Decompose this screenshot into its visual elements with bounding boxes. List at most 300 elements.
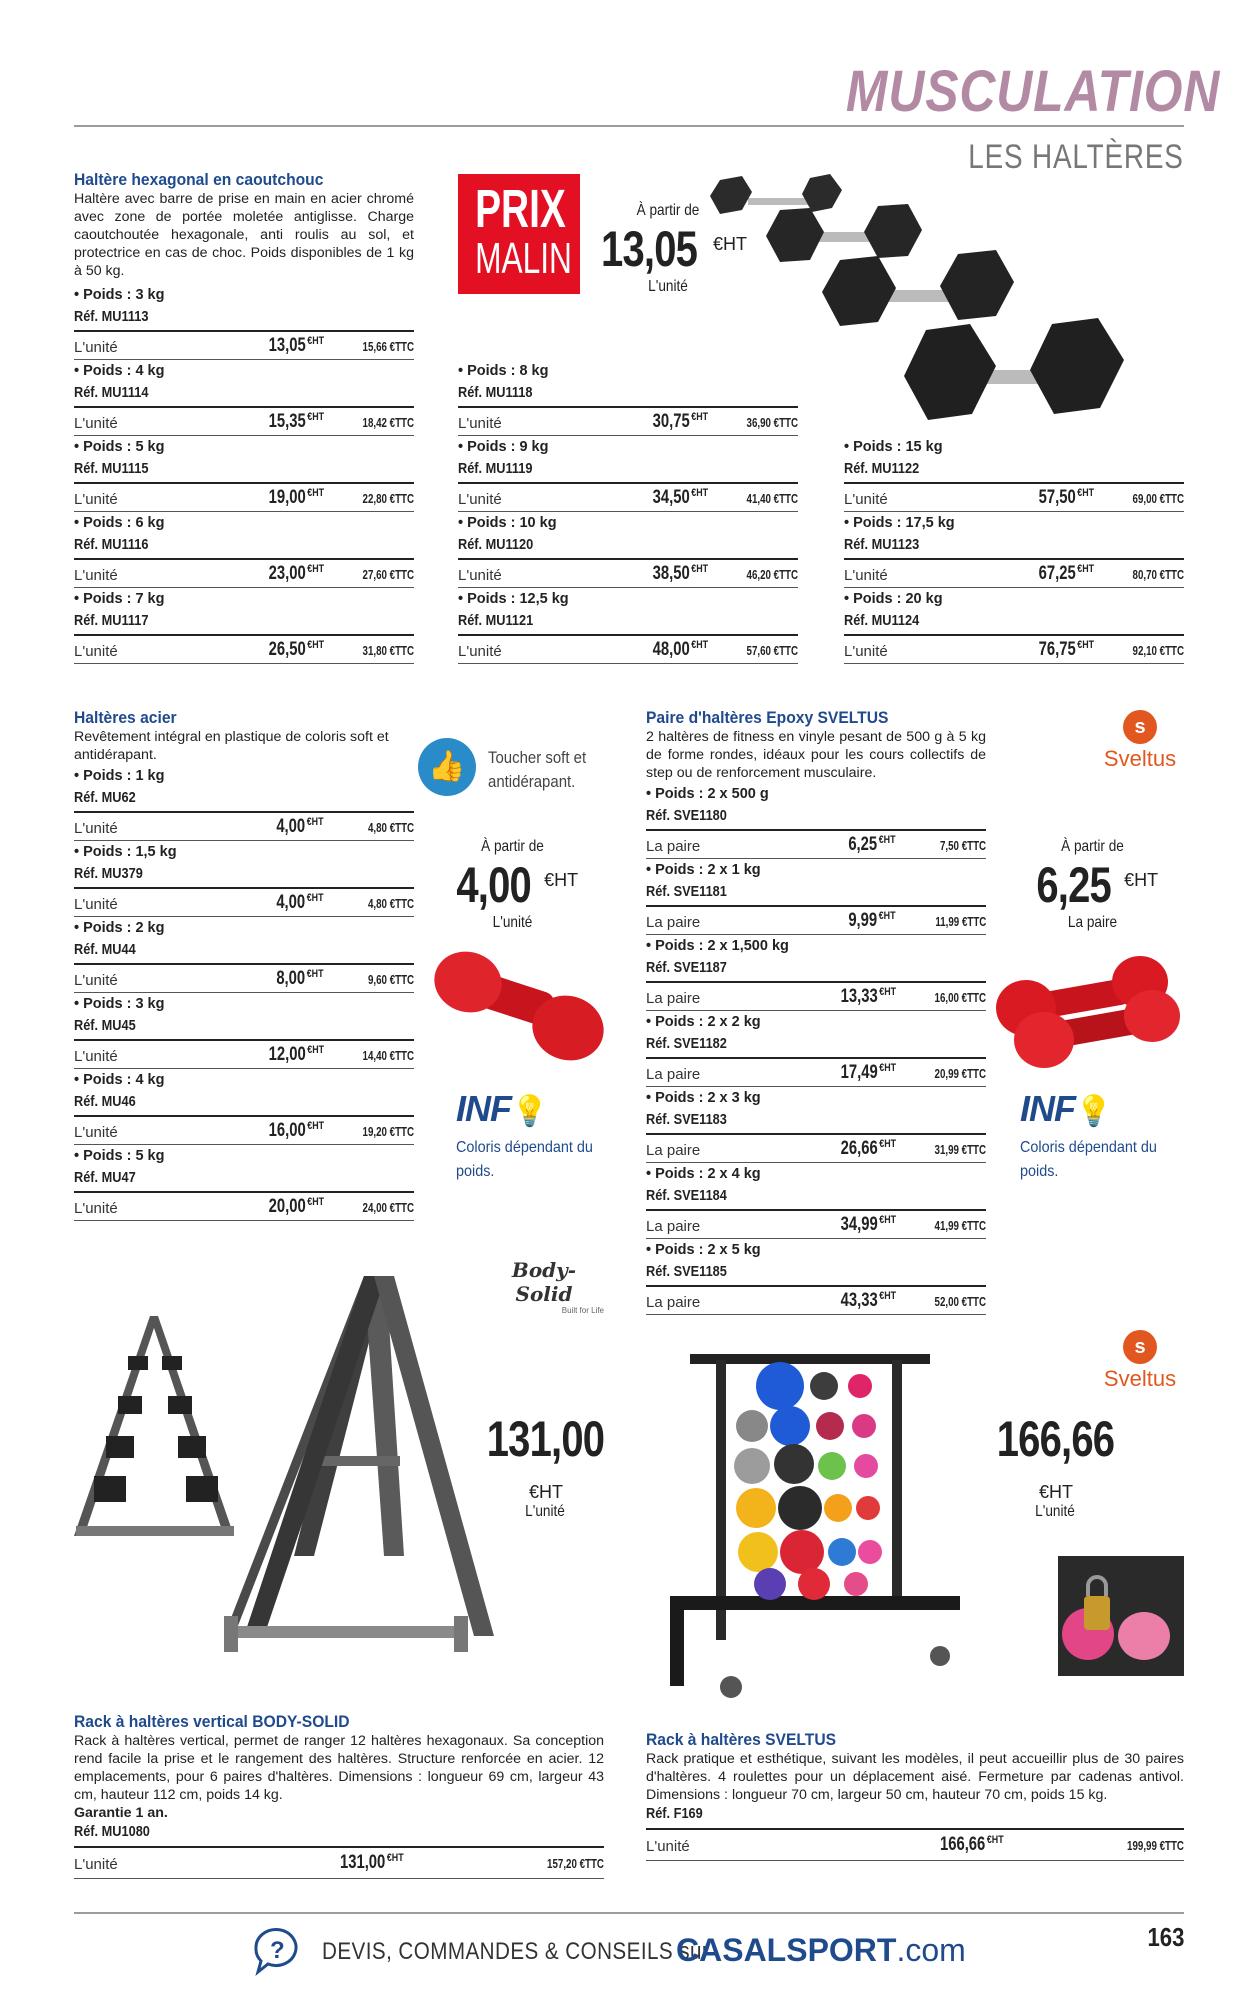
hex-row bbox=[74, 361, 414, 437]
price-ttc: 57,60 bbox=[746, 644, 771, 658]
unit: La paire bbox=[646, 990, 701, 1007]
ht-label: €HT bbox=[691, 411, 708, 423]
ht-label: €HT bbox=[1077, 639, 1094, 651]
ht-label: €HT bbox=[1077, 563, 1094, 575]
body-solid-wordmark: Body-Solid bbox=[511, 1258, 577, 1306]
ttc-label: €TTC bbox=[961, 839, 986, 853]
epoxy-title: Paire d'haltères Epoxy SVELTUS bbox=[646, 708, 889, 727]
price-ttc: 199,99 bbox=[1127, 1839, 1157, 1853]
price-ttc: 36,90 bbox=[746, 416, 771, 430]
price-ttc: 31,99 bbox=[934, 1143, 959, 1157]
ref: Réf. MU47 bbox=[74, 1170, 136, 1186]
hex-row bbox=[74, 589, 414, 665]
ht-label: €HT bbox=[307, 892, 324, 904]
hex-row bbox=[458, 361, 798, 437]
rack-bs-row bbox=[74, 1822, 604, 1880]
ht-label: €HT bbox=[879, 986, 896, 998]
acier-description: Revêtement intégral en plastique de coloris soft et antidérapant. bbox=[74, 729, 389, 763]
price-ht: 23,00 bbox=[268, 563, 306, 584]
footer-text: DEVIS, COMMANDES & CONSEILS sur bbox=[322, 1938, 710, 1965]
ht-label: €HT bbox=[307, 639, 324, 651]
price-ttc: 19,20 bbox=[362, 1125, 387, 1139]
ttc-label: €TTC bbox=[389, 340, 414, 354]
ht-label: €HT bbox=[879, 834, 896, 846]
price-ht: 30,75 bbox=[652, 411, 690, 432]
footer-site-link[interactable] bbox=[676, 1932, 966, 1969]
acier-row bbox=[74, 1146, 414, 1222]
weight: • Poids : 5 kg bbox=[74, 439, 165, 455]
unit: L'unité bbox=[74, 339, 118, 356]
hex-dumbbell-large bbox=[904, 318, 1124, 420]
info-text: Coloris dépendant du poids. bbox=[1020, 1139, 1157, 1180]
epoxy-row bbox=[646, 1240, 986, 1316]
price-ht: 26,50 bbox=[268, 639, 306, 660]
price-ht: 8,00 bbox=[276, 968, 306, 989]
thumbs-up-icon: 👍 bbox=[418, 738, 476, 796]
acier-product bbox=[74, 708, 414, 1222]
price-ttc: 22,80 bbox=[362, 492, 387, 506]
ttc-label: €TTC bbox=[961, 1295, 986, 1309]
soft-note: Toucher soft et antidérapant. bbox=[488, 748, 587, 791]
small-rack-with-dumbbells bbox=[74, 1316, 234, 1536]
rack-bs-description: Rack à haltères vertical, permet de ranger 12 haltères hexagonaux. Sa conception rend facile la prise et le rangement des haltères. Structure renforcée en acier. 12 emplacements, pour 6 paires d'haltères. Dimensions : longueur 69 cm, largeur 43 cm, hauteur 112 cm, poids 14 kg. bbox=[74, 1733, 604, 1803]
price-ht: 12,00 bbox=[268, 1044, 306, 1065]
rack-bs-warranty: Garantie 1 an. bbox=[74, 1805, 168, 1821]
hex-row bbox=[74, 285, 414, 361]
price-ht: 48,00 bbox=[652, 639, 690, 660]
ht-label: €HT bbox=[307, 335, 324, 347]
ttc-label: €TTC bbox=[389, 492, 414, 506]
ttc-label: €TTC bbox=[389, 821, 414, 835]
ref: Réf. SVE1181 bbox=[646, 884, 727, 900]
price-ht: 13,05 bbox=[268, 335, 306, 356]
ttc-label: €TTC bbox=[1159, 568, 1184, 582]
hex-row bbox=[844, 437, 1184, 513]
price-ttc: 52,00 bbox=[934, 1295, 959, 1309]
unit: L'unité bbox=[458, 415, 502, 432]
ht-label: €HT bbox=[879, 1290, 896, 1302]
from-unit: L'unité bbox=[492, 914, 533, 931]
padlock-detail-image bbox=[1058, 1556, 1184, 1676]
rack-bs-product bbox=[74, 1712, 604, 1880]
price-ttc: 31,80 bbox=[362, 644, 387, 658]
ttc-label: €TTC bbox=[773, 416, 798, 430]
svg-text:?: ? bbox=[270, 1937, 285, 1964]
ttc-label: €TTC bbox=[389, 1125, 414, 1139]
hex-product-intro bbox=[74, 170, 414, 280]
acier-row bbox=[74, 1070, 414, 1146]
price-ht: 15,35 bbox=[268, 411, 306, 432]
ttc-label: €TTC bbox=[961, 991, 986, 1005]
site-name: CASALSPORT bbox=[676, 1932, 897, 1968]
large-empty-rack bbox=[224, 1276, 494, 1652]
weight: • Poids : 1 kg bbox=[74, 768, 165, 784]
weight: • Poids : 2 x 3 kg bbox=[646, 1090, 761, 1106]
ref: Réf. SVE1187 bbox=[646, 960, 727, 976]
price-ttc: 27,60 bbox=[362, 568, 387, 582]
from-currency: €HT bbox=[713, 234, 748, 254]
ref: Réf. MU1121 bbox=[458, 613, 534, 629]
from-price: 6,25 bbox=[1036, 857, 1111, 913]
price-ttc: 11,99 bbox=[935, 915, 959, 929]
info-title: INF bbox=[456, 1088, 511, 1129]
footer-divider bbox=[74, 1912, 1184, 1914]
ttc-label: €TTC bbox=[389, 897, 414, 911]
rack-sv-price bbox=[970, 1410, 1140, 1521]
ttc-label: €TTC bbox=[1159, 492, 1184, 506]
price-ht: 4,00 bbox=[276, 816, 306, 837]
ref: Réf. MU1120 bbox=[458, 537, 534, 553]
ttc-label: €TTC bbox=[389, 416, 414, 430]
price-ht: 57,50 bbox=[1038, 487, 1076, 508]
ref: Réf. MU1080 bbox=[74, 1824, 150, 1840]
hex-row bbox=[74, 437, 414, 513]
ref: Réf. SVE1183 bbox=[646, 1112, 727, 1128]
weight: • Poids : 2 x 1,500 kg bbox=[646, 938, 789, 954]
ttc-label: €TTC bbox=[961, 1219, 986, 1233]
body-solid-logo bbox=[484, 1258, 604, 1315]
weight: • Poids : 17,5 kg bbox=[844, 515, 955, 531]
price-ht: 76,75 bbox=[1038, 639, 1076, 660]
hex-col1 bbox=[74, 285, 414, 665]
price-ht: 166,66 bbox=[940, 1834, 986, 1855]
ht-label: €HT bbox=[691, 487, 708, 499]
sveltus-rack-image bbox=[660, 1346, 1000, 1706]
chat-question-icon bbox=[250, 1926, 306, 1978]
rack-sv-price-value: 166,66 bbox=[996, 1411, 1114, 1467]
price-ttc: 15,66 bbox=[362, 340, 387, 354]
weight: • Poids : 2 x 5 kg bbox=[646, 1242, 761, 1258]
ht-label: €HT bbox=[307, 1196, 324, 1208]
price-ttc: 14,40 bbox=[362, 1049, 387, 1063]
red-pair-dumbbells-image bbox=[990, 946, 1180, 1076]
price-ttc: 157,20 bbox=[547, 1857, 577, 1871]
unit: L'unité bbox=[74, 1124, 118, 1141]
hex-row bbox=[458, 589, 798, 665]
unit: L'unité bbox=[74, 415, 118, 432]
weight: • Poids : 20 kg bbox=[844, 591, 943, 607]
info-title: INF bbox=[1020, 1088, 1075, 1129]
ref: Réf. MU1114 bbox=[74, 385, 149, 401]
ttc-label: €TTC bbox=[961, 1067, 986, 1081]
ref: Réf. F169 bbox=[646, 1806, 703, 1822]
site-tld: .com bbox=[896, 1932, 966, 1968]
ref: Réf. MU1115 bbox=[74, 461, 149, 477]
unit: L'unité bbox=[74, 820, 118, 837]
ht-label: €HT bbox=[691, 563, 708, 575]
unit: L'unité bbox=[458, 643, 502, 660]
epoxy-row bbox=[646, 1012, 986, 1088]
ht-label: €HT bbox=[307, 1044, 324, 1056]
rack-bs-unit: L'unité bbox=[525, 1503, 565, 1520]
price-ttc: 16,00 bbox=[934, 991, 959, 1005]
ref: Réf. MU45 bbox=[74, 1018, 136, 1034]
sveltus-icon: s bbox=[1123, 1330, 1157, 1364]
ref: Réf. MU1123 bbox=[844, 537, 920, 553]
badge-line1: PRIX bbox=[475, 179, 566, 239]
weight: • Poids : 3 kg bbox=[74, 287, 165, 303]
price-ttc: 92,10 bbox=[1132, 644, 1157, 658]
info-text: Coloris dépendant du poids. bbox=[456, 1139, 593, 1180]
ref: Réf. MU1119 bbox=[458, 461, 533, 477]
weight: • Poids : 2 x 2 kg bbox=[646, 1014, 761, 1030]
ttc-label: €TTC bbox=[961, 915, 986, 929]
rack-bs-price-value: 131,00 bbox=[486, 1411, 604, 1467]
ht-label: €HT bbox=[1077, 487, 1094, 499]
from-label: À partir de bbox=[1061, 838, 1124, 855]
ref: Réf. SVE1185 bbox=[646, 1264, 727, 1280]
weight: • Poids : 6 kg bbox=[74, 515, 165, 531]
from-price: 13,05 bbox=[600, 221, 698, 277]
section-title: MUSCULATION bbox=[845, 59, 1220, 124]
acier-row bbox=[74, 918, 414, 994]
sveltus-logo bbox=[1080, 710, 1200, 772]
hex-row bbox=[844, 589, 1184, 665]
sveltus-logo-2 bbox=[1080, 1330, 1200, 1392]
weight: • Poids : 2 x 500 g bbox=[646, 786, 769, 802]
unit: L'unité bbox=[844, 643, 888, 660]
price-ttc: 9,60 bbox=[367, 973, 387, 987]
rack-sv-row bbox=[646, 1804, 1184, 1862]
price-ht: 38,50 bbox=[652, 563, 690, 584]
ref: Réf. MU1122 bbox=[844, 461, 920, 477]
unit: L'unité bbox=[458, 491, 502, 508]
rack-sv-title: Rack à haltères SVELTUS bbox=[646, 1730, 837, 1749]
from-unit: L'unité bbox=[648, 278, 688, 295]
price-ttc: 69,00 bbox=[1132, 492, 1157, 506]
ttc-label: €TTC bbox=[389, 973, 414, 987]
hex-dumbbell-small bbox=[710, 174, 842, 214]
ref: Réf. MU62 bbox=[74, 790, 136, 806]
weight: • Poids : 12,5 kg bbox=[458, 591, 569, 607]
weight: • Poids : 7 kg bbox=[74, 591, 165, 607]
unit: La paire bbox=[646, 1142, 701, 1159]
ref: Réf. MU46 bbox=[74, 1094, 136, 1110]
weight: • Poids : 15 kg bbox=[844, 439, 943, 455]
price-ht: 17,49 bbox=[840, 1062, 878, 1083]
unit: L'unité bbox=[74, 1856, 118, 1873]
red-dumbbell-image bbox=[428, 944, 608, 1074]
unit: La paire bbox=[646, 1218, 701, 1235]
ht-label: €HT bbox=[987, 1834, 1004, 1846]
acier-title: Haltères acier bbox=[74, 708, 177, 727]
hex-title: Haltère hexagonal en caoutchouc bbox=[74, 170, 324, 189]
ref: Réf. SVE1180 bbox=[646, 808, 727, 824]
body-solid-tagline: Built for Life bbox=[561, 1306, 604, 1315]
ttc-label: €TTC bbox=[773, 568, 798, 582]
ht-label: €HT bbox=[879, 1062, 896, 1074]
acier-row bbox=[74, 766, 414, 842]
hex-description: Haltère avec barre de prise en main en acier chromé avec zone de portée moletée antiglisse. Charge caoutchoutée hexagonale, anti roulis au sol, et protectrice en cas de choc. Poids disponibles de 1 kg à 50 kg. bbox=[74, 191, 414, 279]
price-ht: 43,33 bbox=[840, 1290, 878, 1311]
lightbulb-icon: 💡 bbox=[1075, 1095, 1113, 1128]
from-price: 4,00 bbox=[456, 857, 531, 913]
acier-info bbox=[456, 1088, 636, 1184]
from-label: À partir de bbox=[636, 202, 700, 219]
hex-row bbox=[458, 513, 798, 589]
epoxy-row bbox=[646, 936, 986, 1012]
unit: L'unité bbox=[74, 643, 118, 660]
weight: • Poids : 10 kg bbox=[458, 515, 557, 531]
ref: Réf. MU1118 bbox=[458, 385, 533, 401]
unit: L'unité bbox=[74, 491, 118, 508]
body-solid-rack-image bbox=[74, 1256, 494, 1696]
ht-label: €HT bbox=[307, 816, 324, 828]
weight: • Poids : 9 kg bbox=[458, 439, 549, 455]
from-currency: €HT bbox=[1124, 870, 1159, 890]
ht-label: €HT bbox=[879, 910, 896, 922]
from-label: À partir de bbox=[481, 838, 544, 855]
epoxy-from-price bbox=[1010, 838, 1175, 932]
from-currency: €HT bbox=[544, 870, 579, 890]
price-ttc: 20,99 bbox=[934, 1067, 959, 1081]
hex-row bbox=[74, 513, 414, 589]
price-ttc: 41,99 bbox=[934, 1219, 959, 1233]
price-ttc: 4,80 bbox=[367, 897, 387, 911]
ref: Réf. MU1124 bbox=[844, 613, 920, 629]
weight: • Poids : 8 kg bbox=[458, 363, 549, 379]
ttc-label: €TTC bbox=[961, 1143, 986, 1157]
epoxy-row bbox=[646, 860, 986, 936]
rack-sv-unit: L'unité bbox=[1035, 1503, 1075, 1520]
hex-col3 bbox=[844, 437, 1184, 665]
price-ttc: 7,50 bbox=[939, 839, 959, 853]
price-ht: 131,00 bbox=[340, 1852, 386, 1873]
section-subtitle: LES HALTÈRES bbox=[968, 138, 1184, 176]
ht-label: €HT bbox=[691, 639, 708, 651]
ht-label: €HT bbox=[879, 1214, 896, 1226]
rack-bs-currency: €HT bbox=[528, 1482, 563, 1502]
unit: L'unité bbox=[74, 1200, 118, 1217]
epoxy-product bbox=[646, 708, 986, 1316]
ref: Réf. SVE1182 bbox=[646, 1036, 727, 1052]
header-divider bbox=[74, 125, 1184, 127]
unit: L'unité bbox=[74, 1048, 118, 1065]
prix-malin-badge bbox=[458, 174, 580, 294]
ht-label: €HT bbox=[307, 487, 324, 499]
price-ttc: 24,00 bbox=[362, 1201, 387, 1215]
price-ht: 13,33 bbox=[840, 986, 878, 1007]
ref: Réf. MU1113 bbox=[74, 309, 149, 325]
rack-sv-product bbox=[646, 1730, 1184, 1862]
sveltus-wordmark: Sveltus bbox=[1103, 746, 1177, 771]
price-ht: 20,00 bbox=[268, 1196, 306, 1217]
weight: • Poids : 1,5 kg bbox=[74, 844, 177, 860]
unit: L'unité bbox=[458, 567, 502, 584]
ttc-label: €TTC bbox=[773, 644, 798, 658]
ttc-label: €TTC bbox=[579, 1857, 604, 1871]
unit: La paire bbox=[646, 1294, 701, 1311]
ref: Réf. MU379 bbox=[74, 866, 143, 882]
unit: La paire bbox=[646, 914, 701, 931]
price-ht: 34,50 bbox=[652, 487, 690, 508]
ttc-label: €TTC bbox=[1159, 644, 1184, 658]
price-ttc: 18,42 bbox=[362, 416, 387, 430]
ttc-label: €TTC bbox=[389, 1201, 414, 1215]
ht-label: €HT bbox=[307, 968, 324, 980]
ht-label: €HT bbox=[879, 1138, 896, 1150]
unit: La paire bbox=[646, 1066, 701, 1083]
ref: Réf. MU44 bbox=[74, 942, 136, 958]
weight: • Poids : 2 kg bbox=[74, 920, 165, 936]
ht-label: €HT bbox=[307, 563, 324, 575]
price-ht: 34,99 bbox=[840, 1214, 878, 1235]
ttc-label: €TTC bbox=[1159, 1839, 1184, 1853]
unit: L'unité bbox=[74, 567, 118, 584]
page-number: 163 bbox=[1147, 1922, 1184, 1952]
price-ht: 19,00 bbox=[268, 487, 306, 508]
ht-label: €HT bbox=[307, 1120, 324, 1132]
price-ht: 67,25 bbox=[1038, 563, 1076, 584]
unit: L'unité bbox=[844, 567, 888, 584]
unit: L'unité bbox=[844, 491, 888, 508]
epoxy-description: 2 haltères de fitness en vinyle pesant de 500 g à 5 kg de forme rondes, idéaux pour les cours collectifs de step ou de renforcement musculaire. bbox=[646, 729, 986, 781]
acier-row bbox=[74, 994, 414, 1070]
lightbulb-icon: 💡 bbox=[511, 1095, 549, 1128]
rack-bs-price bbox=[460, 1410, 630, 1521]
ref: Réf. SVE1184 bbox=[646, 1188, 727, 1204]
ttc-label: €TTC bbox=[389, 568, 414, 582]
price-ht: 16,00 bbox=[268, 1120, 306, 1141]
price-ttc: 80,70 bbox=[1132, 568, 1157, 582]
weight: • Poids : 5 kg bbox=[74, 1148, 165, 1164]
ttc-label: €TTC bbox=[773, 492, 798, 506]
sveltus-icon: s bbox=[1123, 710, 1157, 744]
rack-sv-description: Rack pratique et esthétique, suivant les modèles, il peut accueillir plus de 30 paires d'haltères. 4 roulettes pour un déplacement aisé. Fermeture par cadenas antivol. Dimensions : longueur 70 cm, largeur 50 cm, hauteur 70 cm, poids 15 kg. bbox=[646, 1751, 1184, 1803]
price-ttc: 46,20 bbox=[746, 568, 771, 582]
epoxy-row bbox=[646, 784, 986, 860]
sveltus-wordmark: Sveltus bbox=[1103, 1366, 1177, 1391]
unit: L'unité bbox=[74, 972, 118, 989]
ht-label: €HT bbox=[307, 411, 324, 423]
price-ttc: 4,80 bbox=[367, 821, 387, 835]
epoxy-row bbox=[646, 1164, 986, 1240]
rack-bs-title: Rack à haltères vertical BODY-SOLID bbox=[74, 1712, 350, 1731]
weight: • Poids : 4 kg bbox=[74, 363, 165, 379]
rack-sv-currency: €HT bbox=[1038, 1482, 1073, 1502]
hex-dumbbell-3 bbox=[822, 250, 1014, 326]
ttc-label: €TTC bbox=[389, 644, 414, 658]
hex-row bbox=[458, 437, 798, 513]
rack-balls bbox=[734, 1362, 882, 1600]
hex-dumbbell-2 bbox=[766, 204, 922, 262]
badge-line2: MALIN bbox=[475, 234, 572, 283]
price-ht: 9,99 bbox=[848, 910, 878, 931]
unit: La paire bbox=[646, 838, 701, 855]
weight: • Poids : 4 kg bbox=[74, 1072, 165, 1088]
epoxy-row bbox=[646, 1088, 986, 1164]
weight: • Poids : 3 kg bbox=[74, 996, 165, 1012]
acier-from-price bbox=[440, 838, 585, 932]
epoxy-info bbox=[1020, 1088, 1200, 1184]
price-ht: 26,66 bbox=[840, 1138, 878, 1159]
unit: L'unité bbox=[74, 896, 118, 913]
weight: • Poids : 2 x 4 kg bbox=[646, 1166, 761, 1182]
price-ttc: 41,40 bbox=[746, 492, 771, 506]
hex-col2 bbox=[458, 361, 798, 665]
weight: • Poids : 2 x 1 kg bbox=[646, 862, 761, 878]
hex-row bbox=[844, 513, 1184, 589]
from-unit: La paire bbox=[1067, 914, 1118, 931]
unit: L'unité bbox=[646, 1838, 690, 1855]
price-ht: 6,25 bbox=[848, 834, 878, 855]
price-ht: 4,00 bbox=[276, 892, 306, 913]
ref: Réf. MU1116 bbox=[74, 537, 149, 553]
ref: Réf. MU1117 bbox=[74, 613, 149, 629]
ttc-label: €TTC bbox=[389, 1049, 414, 1063]
ht-label: €HT bbox=[387, 1852, 404, 1864]
acier-row bbox=[74, 842, 414, 918]
